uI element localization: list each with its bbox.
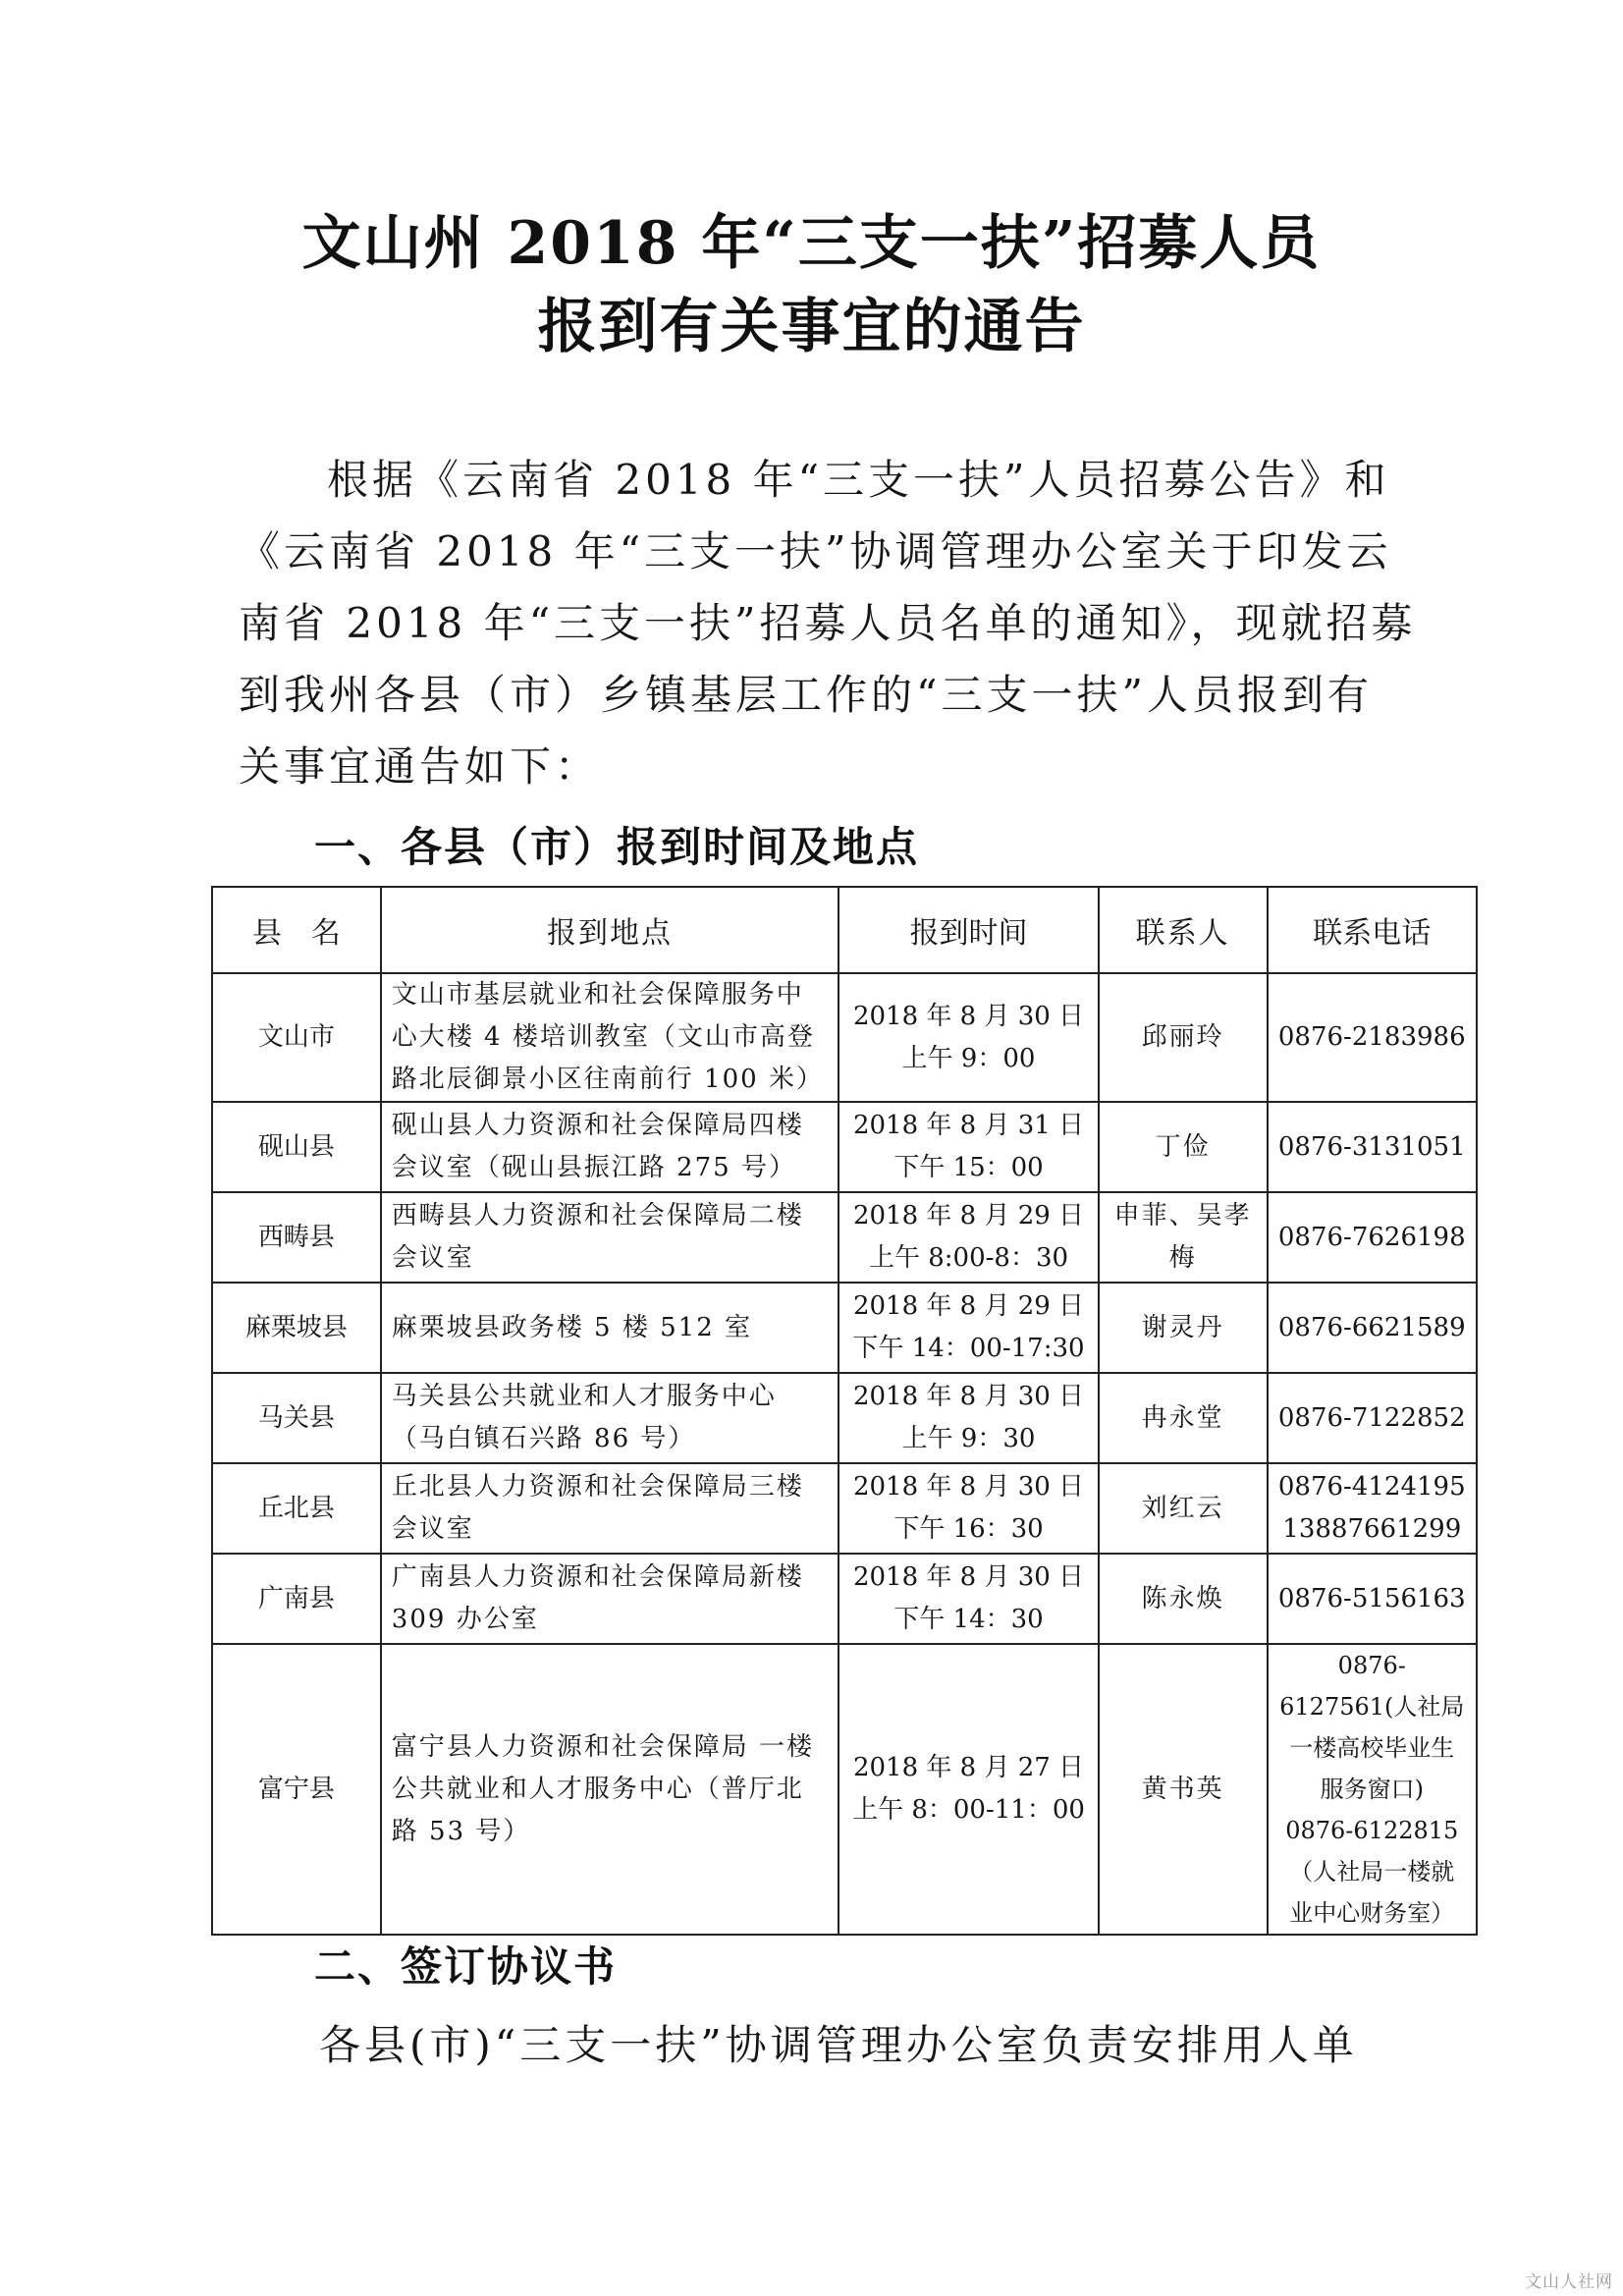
- cell-contact: 丁俭: [1099, 1102, 1268, 1192]
- registration-table: [211, 886, 1478, 1936]
- cell-time-text: 上午 9：30: [901, 1424, 1036, 1453]
- cell-contact: 申菲、吴孝梅: [1099, 1192, 1268, 1283]
- intro-line: 根据《云南省 2018 年“三支一扶”人员招募公告》和: [327, 456, 1390, 504]
- header-contact: 联系人: [1099, 887, 1268, 973]
- section-heading-registration: 一、各县（市）报到时间及地点: [314, 823, 920, 871]
- cell-contact: 冉永堂: [1099, 1373, 1268, 1463]
- cell-phone: [1268, 1644, 1477, 1935]
- intro-line: 《云南省 2018 年“三支一扶”协调管理办公室关于印发云: [239, 527, 1392, 575]
- cell-place: 西畴县人力资源和社会保障局二楼会议室: [381, 1192, 839, 1283]
- cell-place: 麻栗坡县政务楼 5 楼 512 室: [381, 1283, 839, 1373]
- cell-phone: [1268, 1102, 1477, 1192]
- header-phone: 联系电话: [1268, 887, 1477, 973]
- cell-time-text: 下午 16：30: [893, 1514, 1044, 1544]
- document-title-line-1: 文山州 2018 年“三支一扶”招募人员: [301, 209, 1322, 278]
- cell-date-text: 2018 年 8 月 29 日: [852, 1201, 1085, 1230]
- cell-phone: [1268, 1463, 1477, 1554]
- cell-time-text: 上午 9：00: [901, 1043, 1036, 1073]
- cell-contact: 谢灵丹: [1099, 1283, 1268, 1373]
- cell-time: [839, 1554, 1098, 1644]
- cell-county: 文山市: [212, 973, 381, 1102]
- table-row: [212, 1102, 1477, 1192]
- section-heading-agreement: 二、签订协议书: [314, 1942, 618, 1991]
- cell-place: 丘北县人力资源和社会保障局三楼会议室: [381, 1463, 839, 1554]
- phone-number: 0876-7122852: [1277, 1402, 1466, 1433]
- cell-phone: [1268, 973, 1477, 1102]
- cell-contact: 黄书英: [1099, 1644, 1268, 1935]
- document-title-line-2: 报到有关事宜的通告: [537, 293, 1086, 361]
- cell-time-text: 上午 8:00-8：30: [868, 1243, 1069, 1273]
- cell-date-text: 2018 年 8 月 30 日: [852, 1382, 1085, 1411]
- cell-time: [839, 1102, 1098, 1192]
- cell-date-text: 2018 年 8 月 27 日: [852, 1753, 1085, 1782]
- table-row: [212, 1463, 1477, 1554]
- table-row: [212, 1644, 1477, 1935]
- cell-place: 文山市基层就业和社会保障服务中心大楼 4 楼培训教室（文山市高登路北辰御景小区往南前行 100 米）: [381, 973, 839, 1102]
- phone-number: 0876-6122815（人社局一楼就业中心财务室）: [1285, 1817, 1459, 1927]
- cell-phone: [1268, 1192, 1477, 1283]
- cell-contact: 陈永焕: [1099, 1554, 1268, 1644]
- cell-time: [839, 973, 1098, 1102]
- cell-time-text: 下午 14：30: [893, 1605, 1044, 1634]
- cell-phone: [1268, 1373, 1477, 1463]
- phone-number: 0876-6127561(人社局一楼高校毕业生服务窗口): [1279, 1652, 1465, 1803]
- intro-line: 南省 2018 年“三支一扶”招募人员名单的通知》，现就招募: [239, 599, 1417, 647]
- table-row: [212, 1373, 1477, 1463]
- cell-phone: [1268, 1283, 1477, 1373]
- intro-line: 关事宜通告如下：: [239, 742, 601, 791]
- phone-number: 13887661299: [1282, 1514, 1462, 1544]
- cell-county: 西畴县: [212, 1192, 381, 1283]
- header-time: 报到时间: [839, 887, 1098, 973]
- intro-line: 到我州各县（市）乡镇基层工作的“三支一扶”人员报到有: [239, 671, 1373, 719]
- cell-date-text: 2018 年 8 月 29 日: [852, 1291, 1085, 1321]
- cell-county: 丘北县: [212, 1463, 381, 1554]
- cell-time: [839, 1373, 1098, 1463]
- header-place: 报到地点: [381, 887, 839, 973]
- cell-contact: 刘红云: [1099, 1463, 1268, 1554]
- phone-number: 0876-6621589: [1277, 1312, 1466, 1342]
- cell-date-text: 2018 年 8 月 30 日: [852, 1562, 1085, 1592]
- cell-place: 砚山县人力资源和社会保障局四楼会议室（砚山县振江路 275 号）: [381, 1102, 839, 1192]
- cell-time: [839, 1192, 1098, 1283]
- phone-number: 0876-4124195: [1277, 1472, 1466, 1502]
- table-row: [212, 1554, 1477, 1644]
- site-watermark: 文山人社网: [1525, 2272, 1613, 2292]
- cell-time: [839, 1644, 1098, 1935]
- cell-contact: 邱丽玲: [1099, 973, 1268, 1102]
- phone-number: 0876-5156163: [1277, 1583, 1466, 1613]
- cell-county: 砚山县: [212, 1102, 381, 1192]
- cell-county: 马关县: [212, 1373, 381, 1463]
- table-row: [212, 1192, 1477, 1283]
- cell-time-text: 下午 14：00-17:30: [852, 1334, 1085, 1363]
- cell-time: [839, 1463, 1098, 1554]
- cell-place: 富宁县人力资源和社会保障局 一楼公共就业和人才服务中心（普厅北路 53 号）: [381, 1644, 839, 1935]
- phone-number: 0876-3131051: [1277, 1131, 1466, 1162]
- cell-date-text: 2018 年 8 月 30 日: [852, 1001, 1085, 1031]
- cell-date-text: 2018 年 8 月 31 日: [852, 1111, 1085, 1140]
- table-row: [212, 973, 1477, 1102]
- table-header-row: [212, 887, 1477, 973]
- agreement-paragraph: 各县(市)“三支一扶”协调管理办公室负责安排用人单: [319, 2021, 1358, 2069]
- cell-date-text: 2018 年 8 月 30 日: [852, 1472, 1085, 1502]
- cell-place: 广南县人力资源和社会保障局新楼 309 办公室: [381, 1554, 839, 1644]
- cell-county: 富宁县: [212, 1644, 381, 1935]
- cell-county: 广南县: [212, 1554, 381, 1644]
- cell-place: 马关县公共就业和人才服务中心（马白镇石兴路 86 号）: [381, 1373, 839, 1463]
- cell-time-text: 上午 8：00-11：00: [852, 1795, 1085, 1825]
- phone-number: 0876-2183986: [1277, 1022, 1466, 1052]
- phone-number: 0876-7626198: [1277, 1222, 1466, 1252]
- table-row: [212, 1283, 1477, 1373]
- cell-time: [839, 1283, 1098, 1373]
- cell-county: 麻栗坡县: [212, 1283, 381, 1373]
- cell-phone: [1268, 1554, 1477, 1644]
- intro-paragraph: [239, 444, 1417, 802]
- cell-time-text: 下午 15：00: [893, 1153, 1044, 1182]
- header-county: 县 名: [212, 887, 381, 973]
